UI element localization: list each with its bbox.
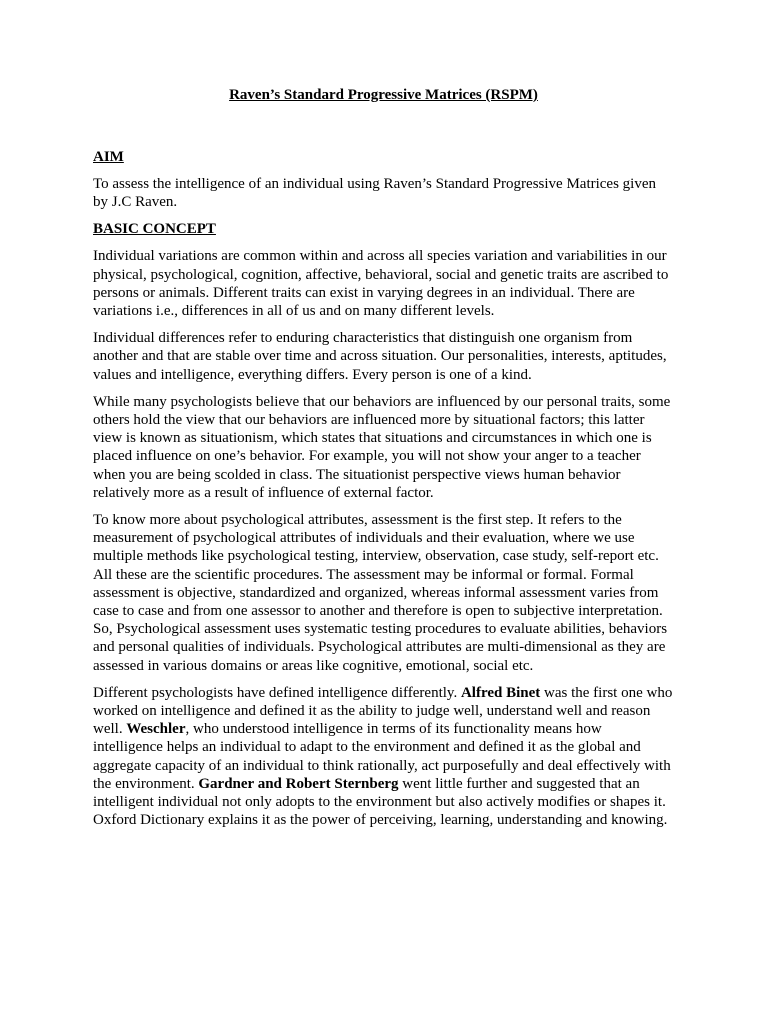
name-gardner-sternberg: Gardner and Robert Sternberg <box>198 775 399 792</box>
paragraph-situationism: While many psychologists believe that our behaviors are influenced by our personal traits, some others hold the view that our behaviors are influenced more by situational factors; this latter view is known as situationism, which states that situations and circumstances in which one is placed influence on one’s behavior. For example, you will not show your anger to a teacher when you are being scolded in class. The situationist perspective views human behavior relatively more as a result of influence of external factor. <box>93 393 671 501</box>
document-title: Raven’s Standard Progressive Matrices (RSPM) <box>229 87 538 103</box>
basic-concept-heading: BASIC CONCEPT <box>93 221 216 238</box>
aim-heading: AIM <box>93 149 124 165</box>
paragraph-assessment: To know more about psychological attributes, assessment is the first step. It refers to the measurement of psychological attributes of individuals and their evaluation, where we use multiple methods like psychological testing, interview, observation, case study, self-report etc. All these are the scientific procedures. The assessment may be informal or formal. Formal assessment is objective, standardized and organized, whereas informal assessment varies from case to case and from one assessor to another and therefore is open to subjective interpretation. So, Psychological assessment uses systematic testing procedures to evaluate abilities, behaviors and personal qualities of individuals. Psychological attributes are multi-dimensional as they are assessed in various domains or areas like cognitive, emotional, social etc. <box>93 512 668 674</box>
intelligence-text-part3: , who understood intelligence in terms of its functionality means how intelligence helps an individual to adapt to the environment and defined it as the global and aggregate capacity of an individual to think rationally, act purposefully and deal effectively with the environment. <box>93 721 671 792</box>
intelligence-text-part4: went little further and suggested that an intelligent individual not only adopts to the environment but also actively modifies or shapes it. Oxford Dictionary explains it as the power of perceiving, learning, understanding and knowing. <box>93 775 668 829</box>
name-alfred-binet: Alfred Binet <box>460 684 541 701</box>
paragraph-intelligence <box>93 684 674 830</box>
intelligence-text-part1: Different psychologists have defined intelligence differently. <box>93 684 461 701</box>
paragraph-individual-variations: Individual variations are common within and across all species variation and variabilities in our physical, psychological, cognition, affective, behavioral, social and genetic traits are ascribed to persons or animals. Different traits can exist in varying degrees in an individual. There are variations i.e., differences in all of us and on many different levels. <box>93 248 669 320</box>
intelligence-text-part2: was the first one who worked on intelligence and defined it as the ability to judge well, understand well and reason well. <box>93 684 673 738</box>
name-weschler: Weschler <box>126 721 186 738</box>
aim-text: To assess the intelligence of an individual using Raven’s Standard Progressive Matrices given by J.C Raven. <box>93 176 656 211</box>
paragraph-individual-differences: Individual differences refer to enduring characteristics that distinguish one organism from another and that are stable over time and across situation. Our personalities, interests, aptitudes, values and intelligence, everything differs. Every person is one of a kind. <box>93 330 667 383</box>
